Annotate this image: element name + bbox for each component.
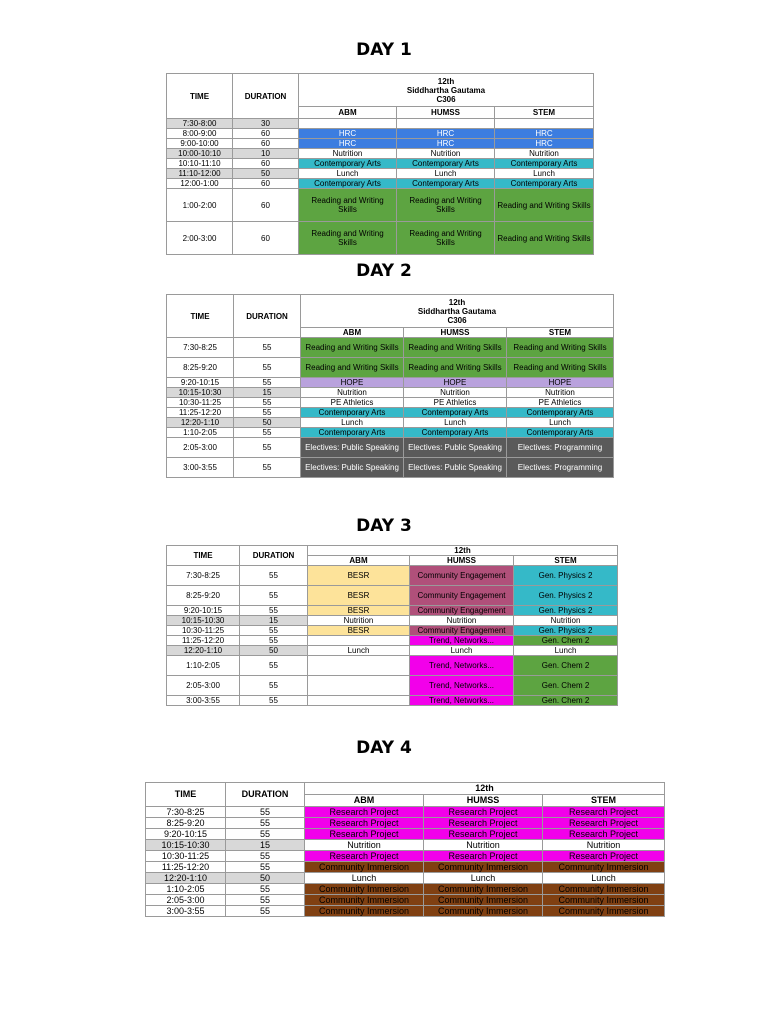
stem-cell: Gen. Chem 2 [514, 696, 618, 706]
abm-cell: Community Immersion [305, 895, 424, 906]
humss-cell: Reading and Writing Skills [404, 358, 507, 378]
humss-cell: HRC [397, 129, 495, 139]
humss-cell: Research Project [424, 818, 543, 829]
time-cell: 3:00-3:55 [146, 906, 226, 917]
time-cell: 7:30-8:25 [167, 566, 240, 586]
table-row [167, 139, 594, 149]
time-cell: 2:05-3:00 [167, 438, 234, 458]
stem-cell: Gen. Chem 2 [514, 656, 618, 676]
time-cell: 7:30-8:25 [146, 807, 226, 818]
strand-abm-header: ABM [299, 107, 397, 119]
humss-cell: Trend, Networks... [410, 636, 514, 646]
duration-cell: 60 [233, 179, 299, 189]
time-cell: 11:25-12:20 [146, 862, 226, 873]
stem-cell: Reading and Writing Skills [495, 222, 594, 255]
duration-cell: 30 [233, 119, 299, 129]
stem-cell: HRC [495, 139, 594, 149]
time-cell: 1:10-2:05 [167, 656, 240, 676]
day1-schedule-table [166, 73, 594, 255]
table-row [167, 458, 614, 478]
table-row [146, 895, 665, 906]
humss-cell: Nutrition [424, 840, 543, 851]
humss-cell: Research Project [424, 829, 543, 840]
table-row [167, 129, 594, 139]
stem-cell: Electives: Programming [507, 438, 614, 458]
time-cell: 9:20-10:15 [167, 378, 234, 388]
stem-cell: Contemporary Arts [507, 428, 614, 438]
duration-cell: 55 [226, 862, 305, 873]
duration-cell: 55 [226, 884, 305, 895]
room-label: C306 [447, 315, 467, 325]
abm-cell: Research Project [305, 807, 424, 818]
day4-title: DAY 4 [356, 738, 412, 758]
strand-humss-header: HUMSS [410, 556, 514, 566]
table-row [167, 398, 614, 408]
humss-cell: Electives: Public Speaking [404, 438, 507, 458]
stem-cell: Lunch [495, 169, 594, 179]
stem-cell: Research Project [543, 829, 665, 840]
time-cell: 7:30-8:00 [167, 119, 233, 129]
time-cell: 10:15-10:30 [167, 616, 240, 626]
humss-cell: HRC [397, 139, 495, 149]
stem-cell: Gen. Chem 2 [514, 636, 618, 646]
table-row [167, 378, 614, 388]
stem-cell: Research Project [543, 851, 665, 862]
humss-cell: Trend, Networks... [410, 676, 514, 696]
humss-cell: Contemporary Arts [404, 408, 507, 418]
humss-cell: HOPE [404, 378, 507, 388]
humss-cell: Community Engagement [410, 606, 514, 616]
day1-title: DAY 1 [356, 40, 412, 60]
humss-cell: Nutrition [410, 616, 514, 626]
table-row [167, 606, 618, 616]
abm-cell: Nutrition [305, 840, 424, 851]
table-row [167, 626, 618, 636]
time-cell: 3:00-3:55 [167, 458, 234, 478]
table-row [146, 862, 665, 873]
abm-cell: Nutrition [308, 616, 410, 626]
humss-cell: Community Engagement [410, 566, 514, 586]
abm-cell: HRC [299, 129, 397, 139]
time-cell: 10:15-10:30 [146, 840, 226, 851]
duration-cell: 10 [233, 149, 299, 159]
time-cell: 11:25-12:20 [167, 408, 234, 418]
table-row [167, 408, 614, 418]
abm-cell: Community Immersion [305, 884, 424, 895]
stem-cell [495, 119, 594, 129]
stem-cell: Contemporary Arts [495, 179, 594, 189]
grade-label: 12th [308, 546, 618, 556]
table-row [167, 636, 618, 646]
abm-cell: Community Immersion [305, 862, 424, 873]
duration-cell: 60 [233, 189, 299, 222]
duration-cell: 55 [226, 851, 305, 862]
duration-header: DURATION [234, 295, 301, 338]
duration-cell: 55 [234, 378, 301, 388]
time-cell: 1:10-2:05 [167, 428, 234, 438]
strand-humss-header: HUMSS [424, 795, 543, 807]
humss-cell: Community Immersion [424, 884, 543, 895]
duration-cell: 55 [234, 458, 301, 478]
table-row [167, 159, 594, 169]
time-cell: 12:00-1:00 [167, 179, 233, 189]
table-row [167, 388, 614, 398]
humss-cell: Trend, Networks... [410, 696, 514, 706]
table-row [167, 646, 618, 656]
table-row [167, 149, 594, 159]
abm-cell: Lunch [305, 873, 424, 884]
table-row [167, 566, 618, 586]
duration-cell: 50 [234, 418, 301, 428]
duration-cell: 55 [226, 906, 305, 917]
day3-schedule-table [166, 545, 618, 706]
teacher-name: Siddhartha Gautama [417, 306, 497, 316]
abm-cell [299, 119, 397, 129]
strand-stem-header: STEM [543, 795, 665, 807]
duration-cell: 55 [240, 626, 308, 636]
teacher-name: Siddhartha Gautama [406, 85, 486, 95]
humss-cell: Lunch [397, 169, 495, 179]
strand-stem-header: STEM [507, 328, 614, 338]
stem-cell: Nutrition [495, 149, 594, 159]
class-header [299, 74, 594, 107]
table-row [167, 189, 594, 222]
table-row [167, 428, 614, 438]
time-cell: 10:30-11:25 [167, 626, 240, 636]
humss-cell: Trend, Networks... [410, 656, 514, 676]
stem-cell: Reading and Writing Skills [495, 189, 594, 222]
time-cell: 10:00-10:10 [167, 149, 233, 159]
humss-cell: Contemporary Arts [397, 179, 495, 189]
abm-cell: Electives: Public Speaking [301, 438, 404, 458]
table-row [167, 438, 614, 458]
stem-cell: Research Project [543, 807, 665, 818]
duration-cell: 55 [240, 606, 308, 616]
abm-cell: BESR [308, 566, 410, 586]
strand-stem-header: STEM [514, 556, 618, 566]
abm-cell: Lunch [308, 646, 410, 656]
time-cell: 11:25-12:20 [167, 636, 240, 646]
table-row [167, 676, 618, 696]
grade-label: 12th [448, 297, 466, 307]
table-row [167, 169, 594, 179]
table-row [146, 873, 665, 884]
stem-cell: Gen. Physics 2 [514, 626, 618, 636]
stem-cell: HOPE [507, 378, 614, 388]
grade-label: 12th [437, 76, 455, 86]
table-row [146, 829, 665, 840]
table-row [146, 884, 665, 895]
duration-cell: 55 [234, 408, 301, 418]
day2-title: DAY 2 [356, 261, 412, 281]
abm-cell: Electives: Public Speaking [301, 458, 404, 478]
stem-cell: Electives: Programming [507, 458, 614, 478]
abm-cell: PE Athletics [301, 398, 404, 408]
duration-cell: 55 [240, 566, 308, 586]
table-row [167, 179, 594, 189]
duration-cell: 60 [233, 129, 299, 139]
strand-stem-header: STEM [495, 107, 594, 119]
time-cell: 8:00-9:00 [167, 129, 233, 139]
humss-cell: Nutrition [397, 149, 495, 159]
abm-cell: Reading and Writing Skills [299, 222, 397, 255]
duration-cell: 55 [226, 818, 305, 829]
duration-cell: 55 [240, 656, 308, 676]
time-header: TIME [167, 74, 233, 119]
time-cell: 10:30-11:25 [146, 851, 226, 862]
humss-cell: Community Immersion [424, 906, 543, 917]
abm-cell: Contemporary Arts [299, 179, 397, 189]
room-label: C306 [436, 94, 456, 104]
day2-schedule-table [166, 294, 614, 478]
stem-cell: Gen. Physics 2 [514, 606, 618, 616]
stem-cell: Nutrition [543, 840, 665, 851]
table-row [146, 906, 665, 917]
time-cell: 10:10-11:10 [167, 159, 233, 169]
stem-cell: Contemporary Arts [495, 159, 594, 169]
abm-cell: Contemporary Arts [299, 159, 397, 169]
strand-humss-header: HUMSS [397, 107, 495, 119]
table-row [167, 418, 614, 428]
abm-cell [308, 656, 410, 676]
strand-abm-header: ABM [308, 556, 410, 566]
table-row [167, 586, 618, 606]
time-cell: 12:20-1:10 [167, 418, 234, 428]
time-cell: 12:20-1:10 [146, 873, 226, 884]
duration-cell: 55 [234, 398, 301, 408]
duration-cell: 55 [234, 358, 301, 378]
stem-cell: Community Immersion [543, 884, 665, 895]
humss-cell: Lunch [424, 873, 543, 884]
duration-cell: 55 [240, 696, 308, 706]
abm-cell: BESR [308, 626, 410, 636]
time-cell: 9:20-10:15 [146, 829, 226, 840]
humss-cell: Research Project [424, 851, 543, 862]
humss-cell: Community Immersion [424, 895, 543, 906]
stem-cell: Contemporary Arts [507, 408, 614, 418]
duration-cell: 55 [226, 895, 305, 906]
stem-cell: Community Immersion [543, 906, 665, 917]
day4-schedule-table [145, 782, 665, 917]
duration-cell: 55 [240, 676, 308, 696]
stem-cell: PE Athletics [507, 398, 614, 408]
stem-cell: Lunch [514, 646, 618, 656]
time-cell: 3:00-3:55 [167, 696, 240, 706]
duration-cell: 55 [234, 428, 301, 438]
humss-cell: Reading and Writing Skills [397, 189, 495, 222]
time-cell: 2:05-3:00 [167, 676, 240, 696]
duration-cell: 15 [226, 840, 305, 851]
abm-cell: Contemporary Arts [301, 428, 404, 438]
humss-cell: Community Immersion [424, 862, 543, 873]
table-row [167, 696, 618, 706]
abm-cell [308, 636, 410, 646]
stem-cell: Community Immersion [543, 895, 665, 906]
abm-cell: Reading and Writing Skills [301, 358, 404, 378]
grade-label: 12th [305, 783, 665, 795]
stem-cell: Reading and Writing Skills [507, 358, 614, 378]
abm-cell: BESR [308, 606, 410, 616]
abm-cell: Nutrition [301, 388, 404, 398]
time-cell: 1:10-2:05 [146, 884, 226, 895]
stem-cell: Gen. Physics 2 [514, 586, 618, 606]
stem-cell: Community Immersion [543, 862, 665, 873]
time-cell: 2:00-3:00 [167, 222, 233, 255]
time-cell: 12:20-1:10 [167, 646, 240, 656]
time-cell: 8:25-9:20 [167, 586, 240, 606]
time-cell: 8:25-9:20 [167, 358, 234, 378]
abm-cell [308, 696, 410, 706]
table-row [146, 840, 665, 851]
humss-cell: Lunch [404, 418, 507, 428]
time-cell: 8:25-9:20 [146, 818, 226, 829]
humss-cell: Nutrition [404, 388, 507, 398]
duration-cell: 60 [233, 159, 299, 169]
strand-abm-header: ABM [305, 795, 424, 807]
humss-cell: Community Engagement [410, 626, 514, 636]
duration-cell: 60 [233, 222, 299, 255]
duration-cell: 55 [240, 636, 308, 646]
abm-cell: Nutrition [299, 149, 397, 159]
humss-cell [397, 119, 495, 129]
time-cell: 9:20-10:15 [167, 606, 240, 616]
duration-cell: 55 [234, 438, 301, 458]
table-row [167, 656, 618, 676]
abm-cell: HRC [299, 139, 397, 149]
time-cell: 1:00-2:00 [167, 189, 233, 222]
humss-cell: Lunch [410, 646, 514, 656]
table-row [167, 616, 618, 626]
duration-header: DURATION [240, 546, 308, 566]
table-row [146, 818, 665, 829]
stem-cell: Reading and Writing Skills [507, 338, 614, 358]
duration-cell: 55 [226, 807, 305, 818]
table-row [146, 851, 665, 862]
humss-cell: Reading and Writing Skills [397, 222, 495, 255]
stem-cell: Gen. Physics 2 [514, 566, 618, 586]
time-cell: 9:00-10:00 [167, 139, 233, 149]
abm-cell: Research Project [305, 851, 424, 862]
duration-cell: 50 [233, 169, 299, 179]
table-row [167, 119, 594, 129]
class-header [301, 295, 614, 328]
duration-cell: 60 [233, 139, 299, 149]
abm-cell: BESR [308, 586, 410, 606]
duration-cell: 50 [240, 646, 308, 656]
humss-cell: Contemporary Arts [397, 159, 495, 169]
abm-cell: Research Project [305, 829, 424, 840]
time-cell: 7:30-8:25 [167, 338, 234, 358]
table-row [167, 222, 594, 255]
duration-header: DURATION [226, 783, 305, 807]
duration-header: DURATION [233, 74, 299, 119]
abm-cell [308, 676, 410, 696]
duration-cell: 55 [234, 338, 301, 358]
duration-cell: 55 [240, 586, 308, 606]
stem-cell: Nutrition [514, 616, 618, 626]
abm-cell: Lunch [301, 418, 404, 428]
time-cell: 2:05-3:00 [146, 895, 226, 906]
stem-cell: HRC [495, 129, 594, 139]
strand-abm-header: ABM [301, 328, 404, 338]
humss-cell: Electives: Public Speaking [404, 458, 507, 478]
day3-title: DAY 3 [356, 516, 412, 536]
humss-cell: Research Project [424, 807, 543, 818]
humss-cell: Reading and Writing Skills [404, 338, 507, 358]
stem-cell: Nutrition [507, 388, 614, 398]
duration-cell: 55 [226, 829, 305, 840]
stem-cell: Lunch [543, 873, 665, 884]
table-row [146, 807, 665, 818]
strand-humss-header: HUMSS [404, 328, 507, 338]
stem-cell: Gen. Chem 2 [514, 676, 618, 696]
humss-cell: Community Engagement [410, 586, 514, 606]
table-row [167, 338, 614, 358]
duration-cell: 15 [240, 616, 308, 626]
abm-cell: Lunch [299, 169, 397, 179]
humss-cell: PE Athletics [404, 398, 507, 408]
stem-cell: Research Project [543, 818, 665, 829]
abm-cell: HOPE [301, 378, 404, 388]
duration-cell: 50 [226, 873, 305, 884]
humss-cell: Contemporary Arts [404, 428, 507, 438]
abm-cell: Community Immersion [305, 906, 424, 917]
time-header: TIME [167, 546, 240, 566]
abm-cell: Contemporary Arts [301, 408, 404, 418]
abm-cell: Reading and Writing Skills [299, 189, 397, 222]
abm-cell: Reading and Writing Skills [301, 338, 404, 358]
time-cell: 10:30-11:25 [167, 398, 234, 408]
table-row [167, 358, 614, 378]
abm-cell: Research Project [305, 818, 424, 829]
time-header: TIME [146, 783, 226, 807]
time-cell: 10:15-10:30 [167, 388, 234, 398]
duration-cell: 15 [234, 388, 301, 398]
stem-cell: Lunch [507, 418, 614, 428]
time-cell: 11:10-12:00 [167, 169, 233, 179]
time-header: TIME [167, 295, 234, 338]
